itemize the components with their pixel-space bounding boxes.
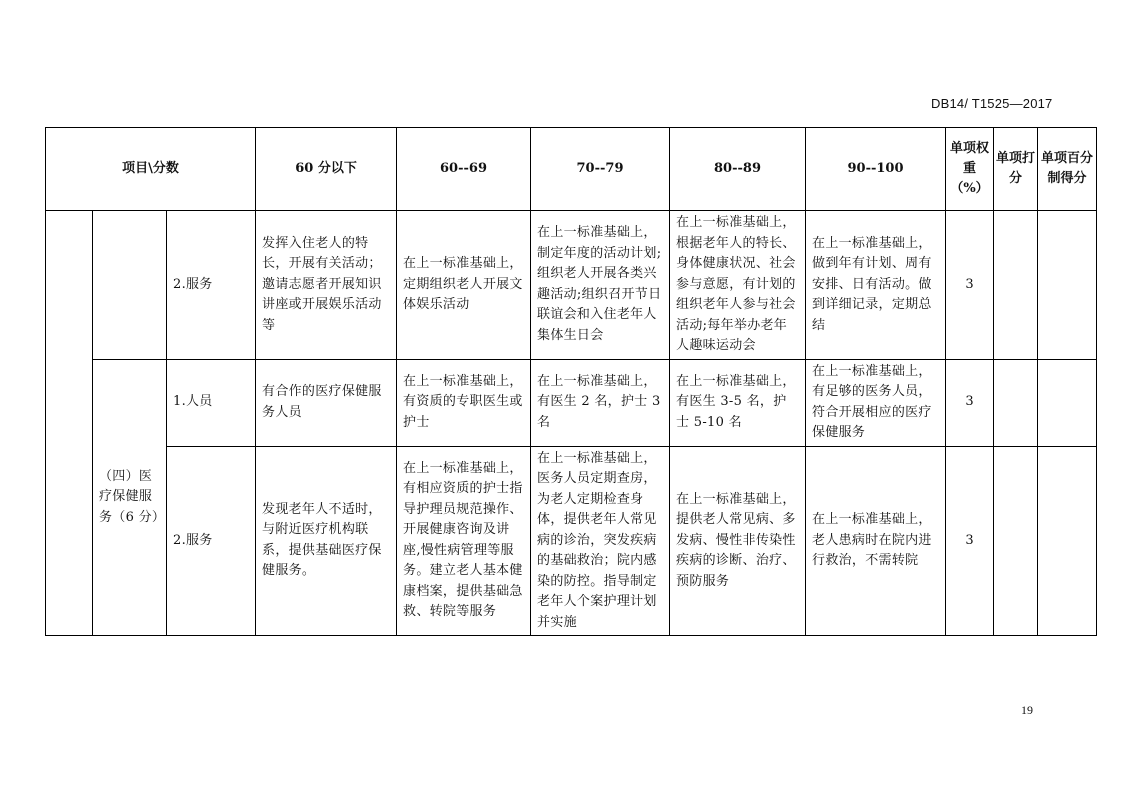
cell-percent-score [1038, 211, 1097, 360]
cell-below60: 有合作的医疗保健服务人员 [256, 359, 397, 446]
cell-80-89: 在上一标准基础上，有医生 3-5 名，护士 5-10 名 [670, 359, 806, 446]
col-header-below60: 60 分以下 [256, 128, 397, 211]
cell-below60: 发挥入住老人的特长，开展有关活动；邀请志愿者开展知识讲座或开展娱乐活动等 [256, 211, 397, 360]
table-row [46, 211, 1097, 360]
col-header-item: 项目\分数 [46, 128, 256, 211]
item-cell: 1.人员 [167, 359, 256, 446]
cell-80-89: 在上一标准基础上，提供老人常见病、多发病、慢性非传染性疾病的诊断、治疗、预防服务 [670, 446, 806, 636]
table-header-row [46, 128, 1097, 211]
col-header-score: 单项打分 [994, 128, 1038, 211]
scoring-table [45, 127, 1097, 636]
col-header-80-89: 80--89 [670, 128, 806, 211]
cell-90-100: 在上一标准基础上，有足够的医务人员，符合开展相应的医疗保健服务 [806, 359, 946, 446]
cell-weight: 3 [946, 446, 994, 636]
cell-score [994, 211, 1038, 360]
table-row [46, 359, 1097, 446]
cell-below60: 发现老年人不适时，与附近医疗机构联系，提供基础医疗保健服务。 [256, 446, 397, 636]
section-cell-empty [93, 211, 167, 360]
cell-60-69: 在上一标准基础上，有相应资质的护士指导护理员规范操作、开展健康咨询及讲座,慢性病管理等服务。建立老人基本健康档案，提供基础急救、转院等服务 [397, 446, 531, 636]
cell-score [994, 359, 1038, 446]
item-cell: 2.服务 [167, 446, 256, 636]
col-header-90-100: 90--100 [806, 128, 946, 211]
col-header-70-79: 70--79 [531, 128, 670, 211]
cell-90-100: 在上一标准基础上，做到年有计划、周有安排、日有活动。做到详细记录，定期总结 [806, 211, 946, 360]
cell-90-100: 在上一标准基础上，老人患病时在院内进行救治，不需转院 [806, 446, 946, 636]
col-header-weight: 单项权重（%） [946, 128, 994, 211]
col-header-60-69: 60--69 [397, 128, 531, 211]
cell-60-69: 在上一标准基础上，定期组织老人开展文体娱乐活动 [397, 211, 531, 360]
cell-weight: 3 [946, 359, 994, 446]
cell-percent-score [1038, 359, 1097, 446]
cell-80-89: 在上一标准基础上，根据老年人的特长、身体健康状况、社会参与意愿，有计划的组织老年人参与社会活动;每年举办老年人趣味运动会 [670, 211, 806, 360]
cell-70-79: 在上一标准基础上，医务人员定期查房，为老人定期检查身体，提供老年人常见病的诊治，突发疾病的基础救治；院内感染的防控。指导制定老年人个案护理计划并实施 [531, 446, 670, 636]
cell-percent-score [1038, 446, 1097, 636]
cell-70-79: 在上一标准基础上，有医生 2 名，护士 3 名 [531, 359, 670, 446]
cell-score [994, 446, 1038, 636]
category-cell-empty [46, 211, 93, 636]
cell-weight: 3 [946, 211, 994, 360]
cell-60-69: 在上一标准基础上，有资质的专职医生或护士 [397, 359, 531, 446]
cell-70-79: 在上一标准基础上，制定年度的活动计划;组织老人开展各类兴趣活动;组织召开节日联谊会和入住老年人集体生日会 [531, 211, 670, 360]
table-row [46, 446, 1097, 636]
standard-code: DB14/ T1525—2017 [931, 96, 1053, 111]
col-header-percent-score: 单项百分制得分 [1038, 128, 1097, 211]
page-number: 19 [1021, 703, 1033, 717]
item-cell: 2.服务 [167, 211, 256, 360]
section-cell-medical: （四）医疗保健服务（6 分） [93, 359, 167, 636]
